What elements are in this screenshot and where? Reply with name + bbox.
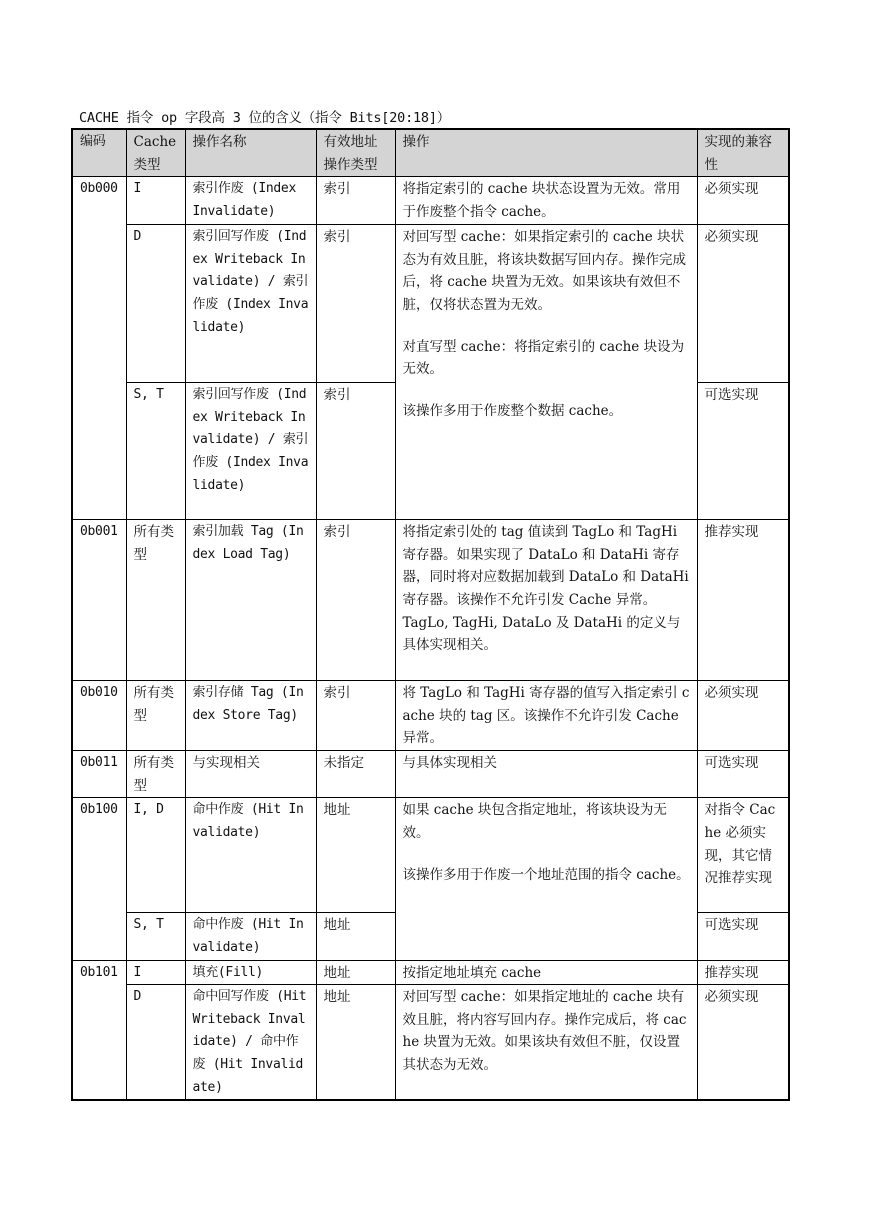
header-op-name: 操作名称 [185,129,316,177]
addr-cell: 地址 [316,985,395,1100]
compat-cell: 必须实现 [697,177,789,225]
type-cell: D [126,985,185,1100]
header-code: 编码 [72,129,126,177]
code-cell: 0b010 [72,681,126,751]
type-cell: 所有类型 [126,520,185,681]
type-cell: 所有类型 [126,751,185,798]
compat-cell: 必须实现 [697,225,789,383]
op-cell [395,960,697,985]
name-cell: 索引作废 (Index Invalidate) [185,177,316,225]
table-header-row [72,129,789,177]
compat-cell: 可选实现 [697,383,789,520]
type-cell: I [126,177,185,225]
code-cell: 0b011 [72,751,126,798]
name-cell: 命中回写作废 (Hit Writeback Invalidate) / 命中作废 (Hit Invalidate) [185,985,316,1100]
op-cell [395,520,697,681]
name-cell: 索引回写作废 (Index Writeback Invalidate) / 索引作废 (Index Invalidate) [185,383,316,520]
header-addr-type: 有效地址操作类型 [316,129,395,177]
addr-cell: 索引 [316,681,395,751]
addr-cell: 未指定 [316,751,395,798]
compat-cell: 可选实现 [697,751,789,798]
type-cell: I [126,960,185,985]
type-cell: S, T [126,913,185,960]
compat-cell: 可选实现 [697,913,789,960]
header-compat: 实现的兼容性 [697,129,789,177]
op-text: 将指定索引处的 tag 值读到 TagLo 和 TagHi 寄存器。如果实现了 DataLo 和 DataHi 寄存器，同时将对应数据加载到 DataLo 和 DataHi 寄存器。该操作不允许引发 Cache 异常。 [402,524,689,608]
op-text: 按指定地址填充 cache [402,964,542,981]
table-row [72,177,789,225]
type-cell: S, T [126,383,185,520]
compat-cell: 推荐实现 [697,520,789,681]
code-cell: 0b100 [72,798,126,960]
table-row [72,751,789,798]
table-row [72,681,789,751]
compat-cell: 必须实现 [697,985,789,1100]
code-cell: 0b101 [72,960,126,1100]
compat-cell: 推荐实现 [697,960,789,985]
type-cell: I, D [126,798,185,913]
addr-cell: 索引 [316,383,395,520]
op-text: 与具体实现相关 [402,755,497,772]
addr-cell: 索引 [316,177,395,225]
table-row [72,520,789,681]
header-operation: 操作 [395,129,697,177]
op-text: 将指定索引的 cache 块状态设置为无效。常用于作废整个指令 cache。 [402,181,681,220]
compat-cell: 对指令 Cache 必须实现，其它情况推荐实现 [697,798,789,913]
table-caption: CACHE 指令 op 字段高 3 位的含义（指令 Bits[20:18]） [79,110,451,126]
name-cell: 索引加载 Tag (Index Load Tag) [185,520,316,681]
name-cell: 填充(Fill) [185,960,316,985]
cache-op-table [71,128,790,1101]
op-text: TagLo, TagHi, DataLo 及 DataHi 的定义与具体实现相关。 [402,614,681,654]
code-cell: 0b001 [72,520,126,681]
addr-cell: 索引 [316,520,395,681]
op-text: 对直写型 cache：将指定索引的 cache 块设为无效。 [402,338,685,378]
name-cell: 索引存储 Tag (Index Store Tag) [185,681,316,751]
op-text: 该操作多用于作废一个地址范围的指令 cache。 [402,866,690,883]
compat-cell: 必须实现 [697,681,789,751]
op-cell [395,751,697,798]
op-cell [395,177,697,225]
op-cell [395,985,697,1100]
table-row [72,798,789,913]
addr-cell: 地址 [316,913,395,960]
table-row [72,985,789,1100]
name-cell: 与实现相关 [185,751,316,798]
op-text: 对回写型 cache：如果指定索引的 cache 块状态为有效且脏，将该块数据写回内存。操作完成后，将 cache 块置为无效。如果该块有效但不脏，仅将状态置为无效。 [402,229,686,313]
op-cell [395,225,697,520]
addr-cell: 索引 [316,225,395,383]
addr-cell: 地址 [316,798,395,913]
op-text: 对回写型 cache：如果指定地址的 cache 块有效且脏，将内容写回内存。操作完成后，将 cache 块置为无效。如果该块有效但不脏，仅设置其状态为无效。 [402,989,687,1073]
op-cell [395,681,697,751]
header-cache-type: Cache 类型 [126,129,185,177]
name-cell: 命中作废 (Hit Invalidate) [185,913,316,960]
code-cell: 0b000 [72,177,126,520]
type-cell: D [126,225,185,383]
op-text: 如果 cache 块包含指定地址，将该块设为无效。 [402,802,667,841]
name-cell: 命中作废 (Hit Invalidate) [185,798,316,913]
op-cell [395,798,697,960]
table-row [72,960,789,985]
name-cell: 索引回写作废 (Index Writeback Invalidate) / 索引作废 (Index Invalidate) [185,225,316,383]
table-row [72,225,789,383]
type-cell: 所有类型 [126,681,185,751]
addr-cell: 地址 [316,960,395,985]
op-text: 将 TagLo 和 TagHi 寄存器的值写入指定索引 cache 块的 tag 区。该操作不允许引发 Cache 异常。 [402,685,690,747]
op-text: 该操作多用于作废整个数据 cache。 [402,402,623,419]
